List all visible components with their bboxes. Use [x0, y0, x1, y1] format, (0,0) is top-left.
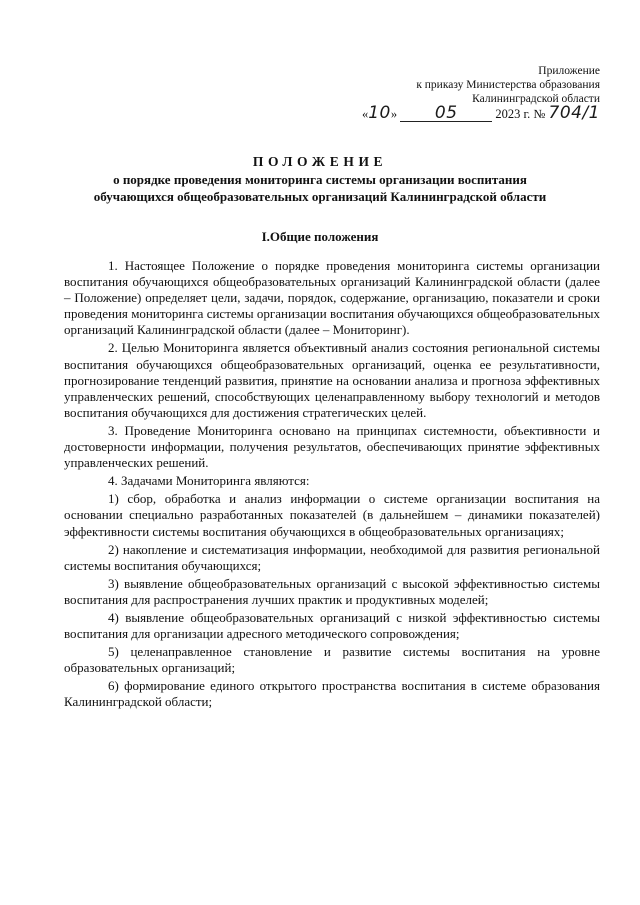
- paragraph: 1) сбор, обработка и анализ информации о системе организации воспитания на основании специально разработанных показателей (в дальнейшем – динамики показателей) эффективности системы воспитания обучающихся в общеобразовательных организациях;: [64, 491, 600, 539]
- appendix-line-1: Приложение: [538, 65, 600, 77]
- date-year-text: 2023 г. №: [495, 107, 546, 121]
- section-heading: I.Общие положения: [261, 229, 379, 244]
- paragraph: 4. Задачами Мониторинга являются:: [108, 473, 310, 489]
- date-open-quote: «: [361, 107, 369, 121]
- paragraph: 2. Целью Мониторинга является объективный анализ состояния региональной системы воспитания обучающихся общеобразовательных организаций, оценка ее результативности, прогнозирование тенденций развития, принятие на основании анализа и прогноза эффективных управленческих решений, способствующих целенаправленному выбору технологий и методов воспитания обучающихся для достижения стратегических целей.: [64, 340, 600, 420]
- date-month-field: [400, 103, 492, 123]
- order-number-handwritten: 704/1: [548, 103, 600, 123]
- paragraph: 1. Настоящее Положение о порядке проведения мониторинга системы организации воспитания обучающихся общеобразовательных организаций Калининградской области (далее – Положение) определяет цели, задачи, порядок, содержание, организацию, показатели и сроки проведения мониторинга системы организации воспитания обучающихся общеобразовательных организаций Калининградской области (далее – Мониторинг).: [64, 258, 600, 338]
- appendix-line-3: Калининградской области: [472, 93, 600, 105]
- document-title: [40, 153, 600, 205]
- appendix-header: [340, 64, 600, 126]
- title-line-2: обучающихся общеобразовательных организаций Калининградской области: [93, 189, 547, 204]
- date-day-handwritten: 10: [368, 103, 391, 123]
- document-body: [64, 258, 600, 711]
- paragraph: 4) выявление общеобразовательных организаций с низкой эффективностью системы воспитания для организации адресного методического сопровождения;: [64, 609, 600, 642]
- paragraph: 5) целенаправленное становление и развитие системы воспитания на уровне образовательных организаций;: [64, 644, 600, 676]
- title-main: ПОЛОЖЕНИЕ: [252, 154, 388, 169]
- order-date-line: [340, 103, 600, 126]
- paragraph: 6) формирование единого открытого пространства воспитания в системе образования Калининградской области;: [64, 678, 600, 710]
- paragraph: 3. Проведение Мониторинга основано на принципах системности, объективности и достоверности информации, получения результатов, обеспечивающих принятие эффективных управленческих решений.: [64, 422, 600, 471]
- date-month-handwritten: 05: [434, 103, 458, 123]
- paragraph: 2) накопление и систематизация информации, необходимой для развития региональной системы воспитания обучающихся;: [64, 541, 600, 573]
- paragraph: 3) выявление общеобразовательных организаций с высокой эффективностью системы воспитания для распространения лучших практик и продуктивных моделей;: [64, 575, 600, 607]
- date-close-quote: »: [390, 107, 398, 121]
- title-line-1: о порядке проведения мониторинга системы организации воспитания: [113, 172, 527, 187]
- appendix-line-2: к приказу Министерства образования: [416, 79, 600, 91]
